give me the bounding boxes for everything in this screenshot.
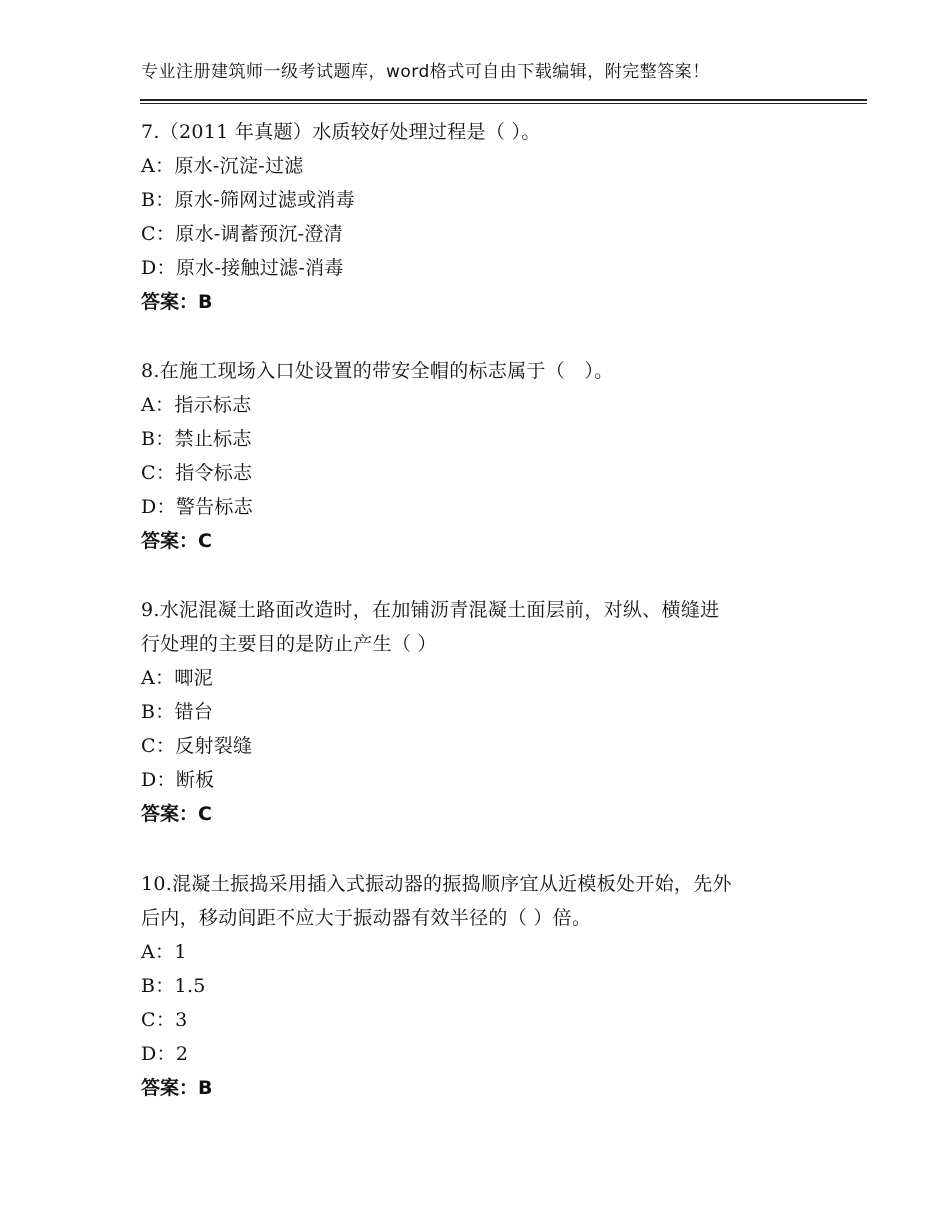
option-b: B：1.5 [141, 975, 206, 997]
question-block [141, 867, 821, 1105]
option-a: A：唧泥 [141, 667, 213, 689]
header-rule-thin [140, 103, 867, 104]
question-stem: 9.水泥混凝土路面改造时，在加铺沥青混凝土面层前，对纵、横缝进 [141, 599, 720, 621]
question-stem: 8.在施工现场入口处设置的带安全帽的标志属于（ ）。 [141, 360, 614, 382]
question-stem: 10.混凝土振捣采用插入式振动器的振捣顺序宜从近模板处开始，先外 [141, 873, 732, 895]
option-a: A：原水-沉淀-过滤 [141, 155, 304, 177]
option-d: D：2 [141, 1043, 189, 1065]
option-c: C：3 [141, 1009, 188, 1031]
question-stem-cont: 后内，移动间距不应大于振动器有效半径的（ ）倍。 [141, 907, 592, 929]
option-d: D：原水-接触过滤-消毒 [141, 257, 344, 279]
option-a: A：1 [141, 941, 187, 963]
question-block [141, 593, 821, 831]
option-c: C：反射裂缝 [141, 735, 253, 757]
answer-label: 答案：B [141, 1077, 213, 1099]
answer-label: 答案：C [141, 530, 212, 552]
question-stem-cont: 行处理的主要目的是防止产生（ ） [141, 633, 437, 655]
question-stem: 7.（2011 年真题）水质较好处理过程是（ ）。 [141, 121, 541, 143]
option-b: B：错台 [141, 701, 214, 723]
page-header: 专业注册建筑师一级考试题库，word格式可自由下载编辑，附完整答案！ [141, 62, 710, 82]
header-rule-thick [140, 99, 867, 101]
answer-label: 答案：C [141, 803, 212, 825]
question-block [141, 354, 821, 558]
question-block [141, 115, 821, 319]
option-c: C：指令标志 [141, 462, 253, 484]
option-c: C：原水-调蓄预沉-澄清 [141, 223, 343, 245]
option-a: A：指示标志 [141, 394, 252, 416]
option-d: D：警告标志 [141, 496, 254, 518]
option-b: B：原水-筛网过滤或消毒 [141, 189, 355, 211]
option-d: D：断板 [141, 769, 215, 791]
option-b: B：禁止标志 [141, 428, 252, 450]
answer-label: 答案：B [141, 291, 213, 313]
